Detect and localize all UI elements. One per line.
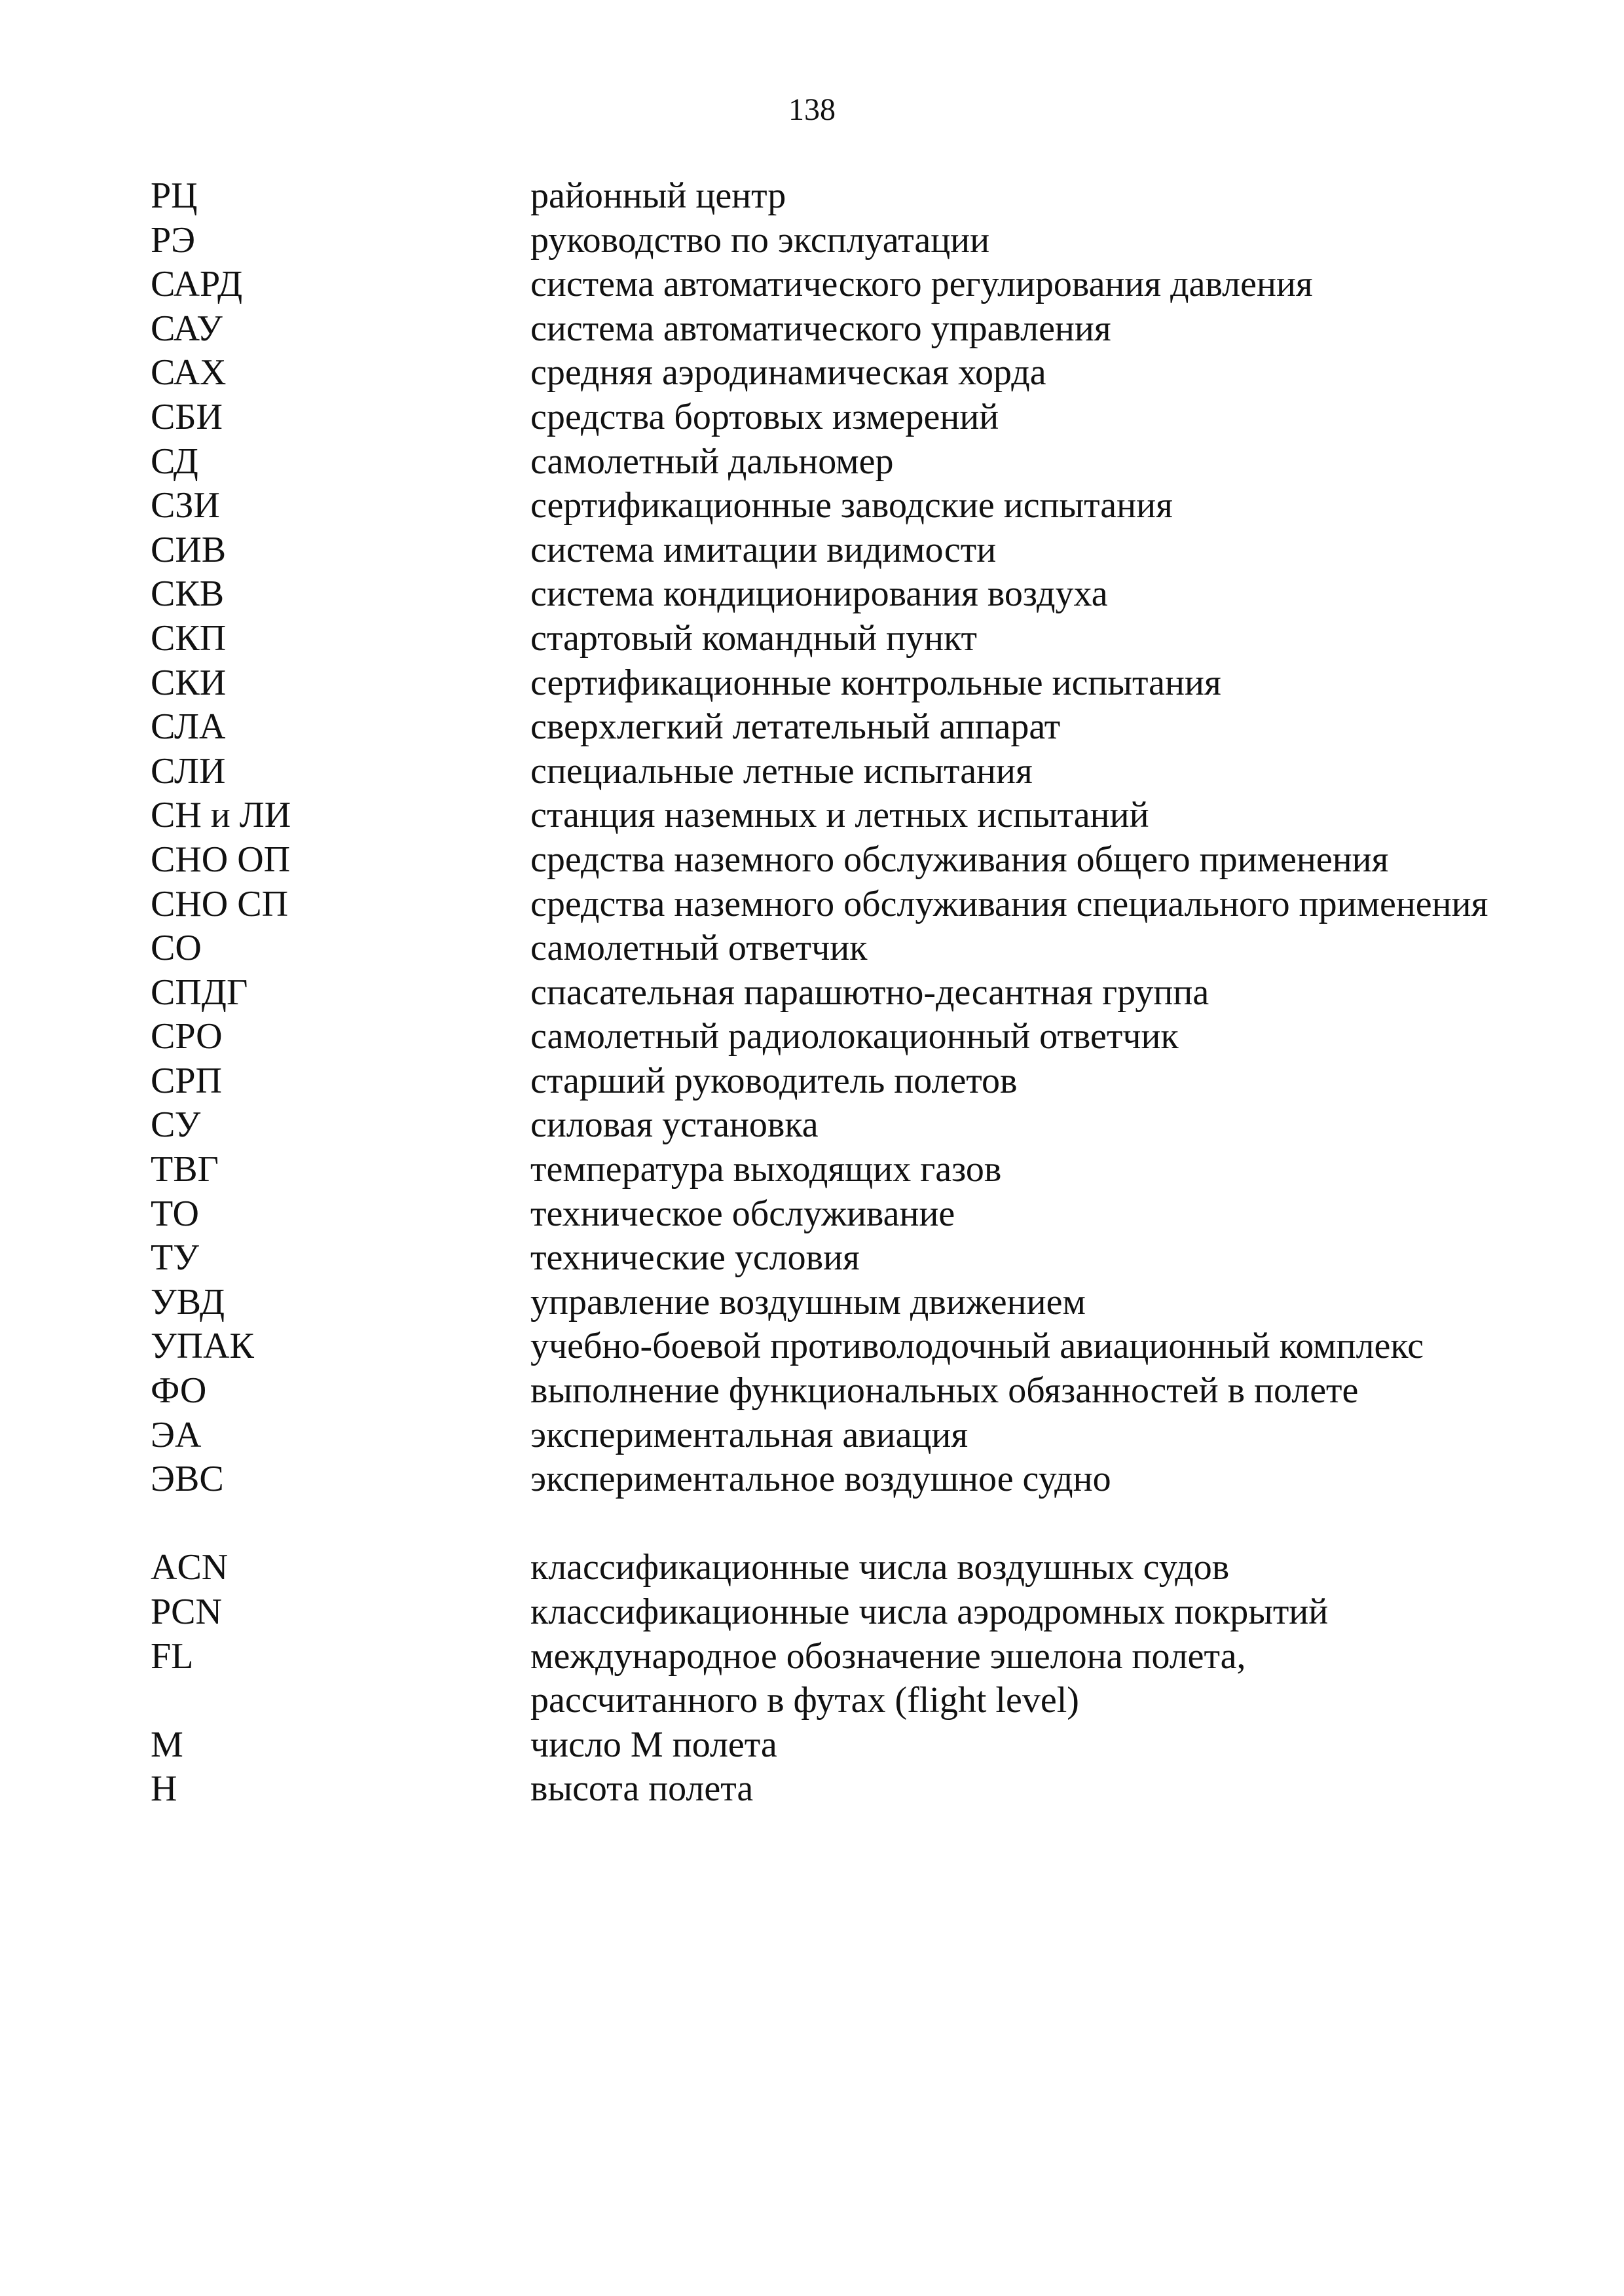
abbreviation-term: РЦ — [151, 175, 198, 216]
abbreviation-term: СО — [151, 928, 202, 969]
abbreviation-term: СРП — [151, 1060, 222, 1101]
abbreviation-definition: система автоматического регулирования давления — [530, 264, 1313, 305]
abbreviation-term: СКП — [151, 617, 227, 659]
abbreviation-definition: станция наземных и летных испытаний — [530, 795, 1149, 836]
abbreviation-term: СУ — [151, 1104, 201, 1146]
abbreviation-definition: самолетный радиолокационный ответчик — [530, 1016, 1179, 1057]
abbreviation-definition: силовая установка — [530, 1104, 819, 1146]
abbreviation-definition: стартовый командный пункт — [530, 617, 978, 659]
page-number: 138 — [788, 92, 836, 127]
abbreviation-definition: технические условия — [530, 1237, 860, 1279]
abbreviation-definition: экспериментальная авиация — [530, 1414, 969, 1455]
abbreviation-term: СРО — [151, 1016, 223, 1057]
abbreviation-entry — [151, 838, 1493, 883]
abbreviation-term: ЭВС — [151, 1459, 224, 1500]
abbreviation-term: PCN — [151, 1592, 222, 1632]
abbreviation-term: СЗИ — [151, 485, 220, 526]
abbreviation-entry — [151, 1413, 1493, 1458]
abbreviation-entry — [151, 263, 1493, 307]
abbreviation-definition: высота полета — [530, 1768, 754, 1810]
abbreviation-definition: классификационные числа воздушных судов — [530, 1547, 1230, 1588]
abbreviation-term: СНО ОП — [151, 839, 291, 880]
abbreviation-entry — [151, 1059, 1493, 1104]
abbreviation-term: СПДГ — [151, 972, 248, 1013]
abbreviation-entry — [151, 1148, 1493, 1192]
abbreviation-entry — [151, 440, 1493, 484]
abbreviation-entry — [151, 1767, 1493, 1812]
abbreviation-definition: самолетный дальномер — [530, 441, 894, 482]
abbreviation-definition: руководство по эксплуатации — [530, 219, 990, 261]
abbreviation-entry — [151, 528, 1493, 573]
abbreviation-definition: управление воздушным движением — [530, 1281, 1086, 1322]
abbreviation-entry — [151, 750, 1493, 794]
abbreviation-entry — [151, 174, 1493, 219]
abbreviation-entry — [151, 971, 1493, 1015]
abbreviation-definition: система кондиционирования воздуха — [530, 574, 1108, 615]
abbreviation-definition: самолетный ответчик — [530, 928, 868, 969]
abbreviation-definition: старший руководитель полетов — [530, 1060, 1018, 1101]
abbreviation-definition: средства бортовых измерений — [530, 396, 999, 437]
abbreviation-term: ТО — [151, 1193, 199, 1234]
abbreviation-entry — [151, 1457, 1493, 1502]
abbreviation-definition: средства наземного обслуживания специального применения — [530, 883, 1488, 924]
abbreviation-term: СКИ — [151, 662, 227, 703]
abbreviation-term: ЭА — [151, 1414, 202, 1455]
abbreviation-definition: районный центр — [530, 175, 786, 216]
abbreviation-entry — [151, 883, 1493, 927]
abbreviation-entry — [151, 1192, 1493, 1237]
abbreviation-term: СЛА — [151, 706, 226, 748]
abbreviation-definition: число М полета — [530, 1724, 777, 1765]
abbreviation-entry — [151, 617, 1493, 661]
abbreviation-definition: сертификационные контрольные испытания — [530, 662, 1221, 703]
abbreviation-definition: международное обозначение эшелона полета, рассчитанного в футах (flight level) — [530, 1635, 1246, 1721]
abbreviation-definition: система имитации видимости — [530, 529, 997, 570]
section-gap — [151, 1502, 1493, 1546]
abbreviation-term: САХ — [151, 352, 227, 393]
abbreviation-entry — [151, 926, 1493, 971]
abbreviation-entry — [151, 705, 1493, 750]
abbreviation-term: САУ — [151, 308, 223, 349]
abbreviation-entry — [151, 661, 1493, 706]
abbreviation-definition: средняя аэродинамическая хорда — [530, 352, 1046, 393]
abbreviation-entry — [151, 219, 1493, 263]
abbreviation-entry — [151, 793, 1493, 838]
abbreviation-definition: средства наземного обслуживания общего применения — [530, 839, 1389, 880]
abbreviation-entry — [151, 1723, 1493, 1768]
abbreviation-definition: температура выходящих газов — [530, 1149, 1002, 1190]
abbreviation-entry — [151, 1015, 1493, 1059]
abbreviation-entry — [151, 1590, 1493, 1635]
abbreviation-term: РЭ — [151, 219, 196, 261]
abbreviation-term: СД — [151, 441, 198, 482]
abbreviation-definition: техническое обслуживание — [530, 1193, 955, 1234]
abbreviation-definition: специальные летные испытания — [530, 750, 1033, 792]
abbreviation-definition: учебно-боевой противолодочный авиационный комплекс — [530, 1326, 1424, 1367]
abbreviation-definition: сверхлегкий летательный аппарат — [530, 706, 1061, 748]
abbreviation-definition: спасательная парашютно-десантная группа — [530, 972, 1209, 1013]
abbreviation-term: ТВГ — [151, 1149, 219, 1190]
abbreviation-entry — [151, 1635, 1493, 1723]
abbreviation-definition: сертификационные заводские испытания — [530, 485, 1173, 526]
abbreviation-term: ТУ — [151, 1237, 199, 1279]
abbreviation-term: УВД — [151, 1281, 225, 1322]
abbreviation-entry — [151, 1369, 1493, 1413]
abbreviation-term: УПАК — [151, 1326, 254, 1367]
abbreviation-term: СЛИ — [151, 750, 226, 792]
abbreviation-entry — [151, 395, 1493, 440]
abbreviation-entry — [151, 307, 1493, 352]
abbreviation-term: СНО СП — [151, 883, 289, 924]
abbreviation-entry — [151, 572, 1493, 617]
abbreviation-definition: экспериментальное воздушное судно — [530, 1459, 1111, 1500]
abbreviation-term: СКВ — [151, 574, 225, 615]
abbreviation-entry — [151, 351, 1493, 395]
abbreviation-term: САРД — [151, 264, 243, 305]
abbreviation-term: СН и ЛИ — [151, 795, 291, 836]
abbreviation-entry — [151, 484, 1493, 528]
abbreviation-definition: выполнение функциональных обязанностей в полете — [530, 1370, 1359, 1412]
abbreviation-term: M — [151, 1724, 183, 1765]
abbreviation-term: СИВ — [151, 529, 227, 570]
abbreviation-entry — [151, 1546, 1493, 1590]
abbreviation-term: H — [151, 1768, 177, 1810]
abbreviation-term: ФО — [151, 1370, 207, 1412]
abbreviation-entry — [151, 1236, 1493, 1281]
abbreviation-term: FL — [151, 1635, 194, 1677]
abbreviation-entry — [151, 1324, 1493, 1369]
abbreviation-definition: система автоматического управления — [530, 308, 1111, 349]
abbreviation-entry — [151, 1281, 1493, 1325]
abbreviation-list — [151, 174, 1493, 1812]
abbreviation-term: ACN — [151, 1547, 229, 1588]
abbreviation-term: СБИ — [151, 396, 223, 437]
abbreviation-definition: классификационные числа аэродромных покрытий — [530, 1592, 1329, 1632]
abbreviation-entry — [151, 1103, 1493, 1148]
